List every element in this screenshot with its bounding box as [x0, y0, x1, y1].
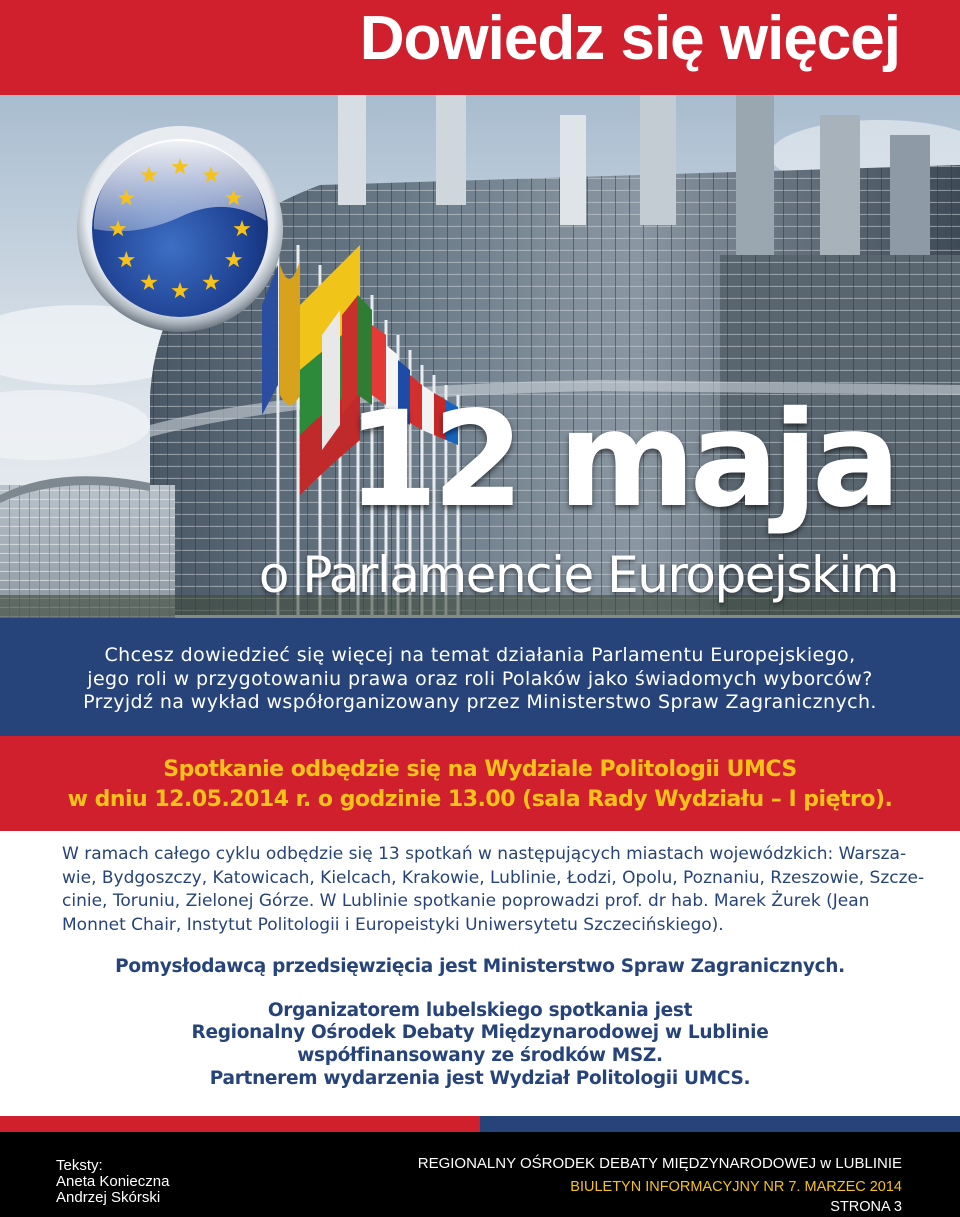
intro-line-1: Chcesz dowiedzieć się więcej na temat działania Parlamentu Europejskiego, — [104, 644, 856, 666]
footer-texts-label: Teksty: — [56, 1157, 103, 1174]
headline: Dowiedz się więcej — [359, 4, 900, 73]
body-line-2: wie, Bydgoszczy, Katowicach, Kielcach, Krakowie, Lublinie, Łodzi, Opolu, Poznaniu, Rzeszowie, Szcze- — [62, 867, 925, 888]
organizer-line-2: Regionalny Ośrodek Debaty Międzynarodowej w Lublinie — [191, 1022, 769, 1043]
organizer-line-3: współfinansowany ze środków MSZ. — [297, 1045, 663, 1066]
body-line-3: cinie, Toruniu, Zielonej Górze. W Lublinie spotkanie poprowadzi prof. dr hab. Marek Żurek (Jean — [62, 891, 870, 911]
hero-photo — [0, 95, 960, 618]
idea-statement: Pomysłodawcą przedsięwzięcia jest Ministerstwo Spraw Zagranicznych. — [115, 956, 845, 977]
meeting-line-1: Spotkanie odbędzie się na Wydziale Politologii UMCS — [163, 757, 797, 782]
meeting-line-2: w dniu 12.05.2014 r. o godzinie 13.00 (sala Rady Wydziału – I piętro). — [67, 787, 893, 812]
footer-author-2: Andrzej Skórski — [56, 1189, 161, 1206]
organizer-line-1: Organizatorem lubelskiego spotkania jest — [267, 1000, 693, 1021]
body-line-1: W ramach całego cyklu odbędzie się 13 spotkań w następujących miastach wojewódzkich: Warsza- — [62, 844, 907, 864]
event-date-headline: 12 maja — [346, 383, 895, 537]
intro-line-2: jego roli w przygotowaniu prawa oraz roli Polaków jako świadomych wyborców? — [87, 668, 873, 690]
footer-page-number: STRONA 3 — [830, 1199, 902, 1215]
footer-stripe-blue — [480, 1116, 960, 1132]
organizer-line-4: Partnerem wydarzenia jest Wydział Politologii UMCS. — [209, 1068, 751, 1089]
body-line-4: Monnet Chair, Instytut Politologii i Europeistyki Uniwersytetu Szczecińskiego). — [62, 914, 724, 935]
intro-line-3: Przyjdź na wykład współorganizowany przez Ministerstwo Spraw Zagranicznych. — [83, 691, 877, 713]
footer-bulletin: BIULETYN INFORMACYJNY NR 7. MARZEC 2014 — [570, 1179, 902, 1195]
footer-stripe-red — [0, 1116, 480, 1132]
body-paragraph — [62, 843, 925, 937]
eu-flag-badge-icon — [76, 125, 284, 333]
footer-author-1: Aneta Konieczna — [56, 1173, 170, 1190]
event-subtitle: o Parlamencie Europejskim — [258, 546, 898, 604]
footer-organization: REGIONALNY OŚRODEK DEBATY MIĘDZYNARODOWEJ w LUBLINIE — [417, 1155, 902, 1172]
